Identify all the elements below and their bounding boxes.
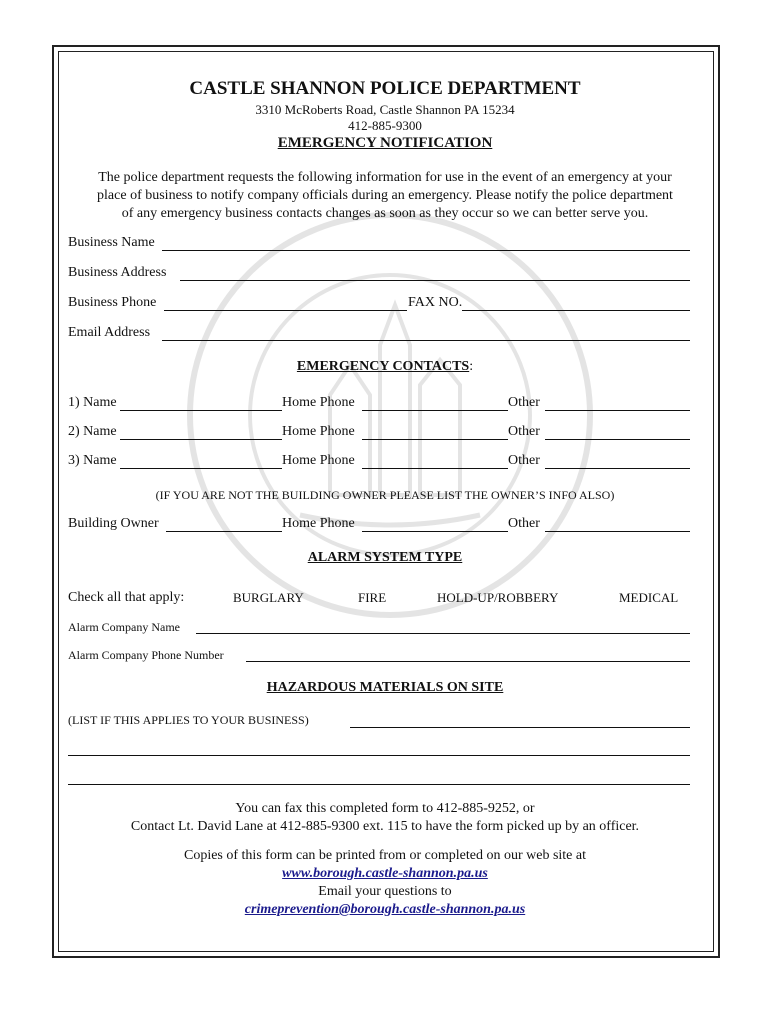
email-questions-note: Email your questions to: [318, 884, 452, 899]
intro-line-1: The police department requests the following information for use in the event of an emergency at your: [98, 170, 672, 185]
contact-3-home-phone-label: Home Phone: [282, 453, 355, 468]
option-medical[interactable]: MEDICAL: [619, 590, 679, 605]
contact-instructions: Contact Lt. David Lane at 412-885-9300 ext. 115 to have the form picked up by an officer.: [130, 819, 640, 834]
contact-2-home-phone-label: Home Phone: [282, 424, 355, 439]
contact-1-other-field[interactable]: [545, 410, 690, 411]
hazmat-field-2[interactable]: [68, 755, 690, 756]
contact-1-home-phone-label: Home Phone: [282, 395, 355, 410]
intro-line-3: of any emergency business contacts changes as soon as they occur so we can better serve you.: [121, 206, 649, 221]
contact-3-home-phone-field[interactable]: [362, 468, 508, 469]
business-name-label: Business Name: [68, 235, 155, 250]
contact-1-other-label: Other: [508, 395, 540, 410]
hazmat-heading: HAZARDOUS MATERIALS ON SITE: [266, 680, 504, 695]
contact-3-other-field[interactable]: [545, 468, 690, 469]
option-fire[interactable]: FIRE: [358, 590, 387, 605]
emergency-contacts-heading-colon: :: [469, 359, 474, 374]
business-name-field[interactable]: [162, 250, 690, 251]
building-owner-label: Building Owner: [68, 516, 159, 531]
hazmat-list-label: (LIST IF THIS APPLIES TO YOUR BUSINESS): [68, 713, 309, 727]
form-title: EMERGENCY NOTIFICATION: [277, 135, 493, 151]
email-field[interactable]: [162, 340, 690, 341]
fax-instructions: You can fax this completed form to 412-885-9252, or: [235, 801, 535, 816]
email-link-row: [60, 902, 710, 918]
alarm-system-heading: ALARM SYSTEM TYPE: [307, 550, 463, 565]
website-link[interactable]: www.borough.castle-shannon.pa.us: [282, 866, 488, 881]
email-label: Email Address: [68, 325, 151, 340]
contact-2-home-phone-field[interactable]: [362, 439, 508, 440]
emergency-contacts-heading: [60, 359, 710, 375]
business-address-label: Business Address: [68, 265, 167, 280]
email-link[interactable]: crimeprevention@borough.castle-shannon.pa.us: [244, 902, 526, 917]
alarm-company-name-field[interactable]: [196, 633, 690, 634]
contact-2-other-label: Other: [508, 424, 540, 439]
fax-field[interactable]: [462, 310, 690, 311]
hazmat-field-1[interactable]: [350, 727, 690, 728]
alarm-company-name-label: Alarm Company Name: [68, 620, 180, 634]
building-owner-field[interactable]: [166, 531, 282, 532]
contact-3-other-label: Other: [508, 453, 540, 468]
emergency-contacts-heading-text: EMERGENCY CONTACTS: [296, 359, 470, 374]
contact-1-home-phone-field[interactable]: [362, 410, 508, 411]
department-address: 3310 McRoberts Road, Castle Shannon PA 15234: [255, 102, 515, 117]
owner-other-field[interactable]: [545, 531, 690, 532]
intro-line-2: place of business to notify company officials during an emergency. Please notify the police department: [97, 188, 673, 203]
business-phone-field[interactable]: [164, 310, 407, 311]
copies-note: Copies of this form can be printed from or completed on our web site at: [183, 848, 586, 863]
fax-label: FAX NO.: [408, 295, 463, 310]
department-title: CASTLE SHANNON POLICE DEPARTMENT: [189, 78, 581, 99]
borough-seal-watermark: [180, 195, 600, 635]
check-all-label: Check all that apply:: [68, 590, 185, 605]
option-burglary[interactable]: BURGLARY: [233, 590, 304, 605]
contact-1-name-label: 1) Name: [68, 395, 117, 410]
contact-2-name-field[interactable]: [120, 439, 282, 440]
owner-other-label: Other: [508, 516, 540, 531]
contact-2-name-label: 2) Name: [68, 424, 117, 439]
alarm-company-phone-label: Alarm Company Phone Number: [68, 648, 224, 662]
owner-note: (IF YOU ARE NOT THE BUILDING OWNER PLEASE LIST THE OWNER’S INFO ALSO): [155, 488, 615, 502]
department-phone: 412-885-9300: [348, 118, 422, 133]
hazmat-field-3[interactable]: [68, 784, 690, 785]
contact-1-name-field[interactable]: [120, 410, 282, 411]
owner-home-phone-label: Home Phone: [282, 516, 355, 531]
alarm-company-phone-field[interactable]: [246, 661, 690, 662]
owner-home-phone-field[interactable]: [362, 531, 508, 532]
business-phone-label: Business Phone: [68, 295, 157, 310]
contact-3-name-label: 3) Name: [68, 453, 117, 468]
contact-3-name-field[interactable]: [120, 468, 282, 469]
business-address-field[interactable]: [180, 280, 690, 281]
website-link-row: [60, 866, 710, 882]
contact-2-other-field[interactable]: [545, 439, 690, 440]
option-holdup-robbery[interactable]: HOLD-UP/ROBBERY: [437, 590, 559, 605]
